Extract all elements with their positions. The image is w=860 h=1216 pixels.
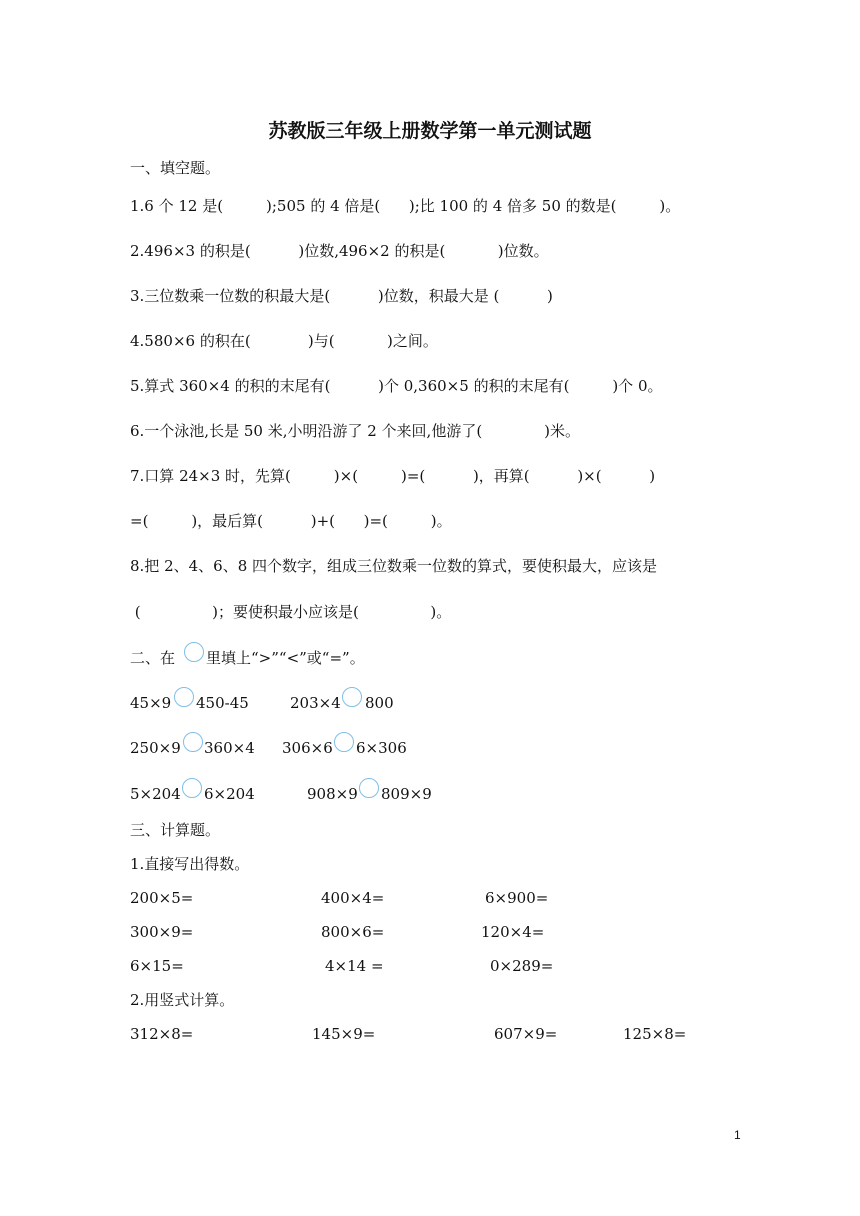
vertical-item: 125×8= [623,1025,687,1043]
question-7-line2: =( )，最后算( )+( )=( )。 [130,512,452,530]
oral-item: 400×4= [321,889,385,907]
compare-left: 45×9 [130,694,172,712]
compare-left: 203×4 [290,694,341,712]
compare-left: 5×204 [130,785,181,803]
oral-item: 0×289= [490,957,554,975]
question-8-line2: ( )；要使积最小应该是( )。 [130,603,452,621]
question-2: 2.496×3 的积是( )位数,496×2 的积是( )位数。 [130,242,549,260]
compare-left: 908×9 [307,785,358,803]
oral-item: 6×900= [485,889,549,907]
oral-item: 6×15= [130,957,184,975]
compare-right: 800 [365,694,394,712]
oral-item: 800×6= [321,923,385,941]
question-7-line1: 7.口算 24×3 时，先算( )×( )=( )，再算( )×( ) [130,467,656,485]
oral-item: 200×5= [130,889,194,907]
compare-right: 809×9 [381,785,432,803]
question-4: 4.580×6 的积在( )与( )之间。 [130,332,438,350]
compare-left: 306×6 [282,739,333,757]
oral-item: 300×9= [130,923,194,941]
question-8-line1: 8.把 2、4、6、8 四个数字，组成三位数乘一位数的算式，要使积最大，应该是 [130,557,658,575]
question-6: 6.一个泳池,长是 50 米,小明沿游了 2 个来回,他游了( )米。 [130,422,581,440]
compare-blank[interactable] [342,687,362,707]
compare-right: 6×204 [204,785,255,803]
vertical-item: 312×8= [130,1025,194,1043]
compare-right: 450-45 [196,694,249,712]
page-title: 苏教版三年级上册数学第一单元测试题 [268,120,592,142]
section2-heading-pre: 二、在 [130,649,176,667]
compare-left: 250×9 [130,739,181,757]
compare-blank[interactable] [182,778,202,798]
section3-sub1: 1.直接写出得数。 [130,855,250,873]
question-5: 5.算式 360×4 的积的末尾有( )个 0,360×5 的积的末尾有( )个 0。 [130,377,663,395]
compare-blank[interactable] [183,732,203,752]
compare-right: 6×306 [356,739,407,757]
question-3: 3.三位数乘一位数的积最大是( )位数，积最大是 ( ) [130,287,553,305]
compare-right: 360×4 [204,739,255,757]
page-number: 1 [734,1128,741,1142]
compare-circle-icon [184,642,204,662]
vertical-item: 607×9= [494,1025,558,1043]
vertical-item: 145×9= [312,1025,376,1043]
section3-sub2: 2.用竖式计算。 [130,991,235,1009]
compare-blank[interactable] [334,732,354,752]
section1-heading: 一、填空题。 [130,159,221,177]
compare-blank[interactable] [174,687,194,707]
section3-heading: 三、计算题。 [130,821,221,839]
section2-heading-post: 里填上“>”“<”或“=”。 [206,649,365,667]
oral-item: 4×14 = [325,957,384,975]
compare-blank[interactable] [359,778,379,798]
question-1: 1.6 个 12 是( );505 的 4 倍是( );比 100 的 4 倍多 50 的数是( )。 [130,197,681,215]
oral-item: 120×4= [481,923,545,941]
